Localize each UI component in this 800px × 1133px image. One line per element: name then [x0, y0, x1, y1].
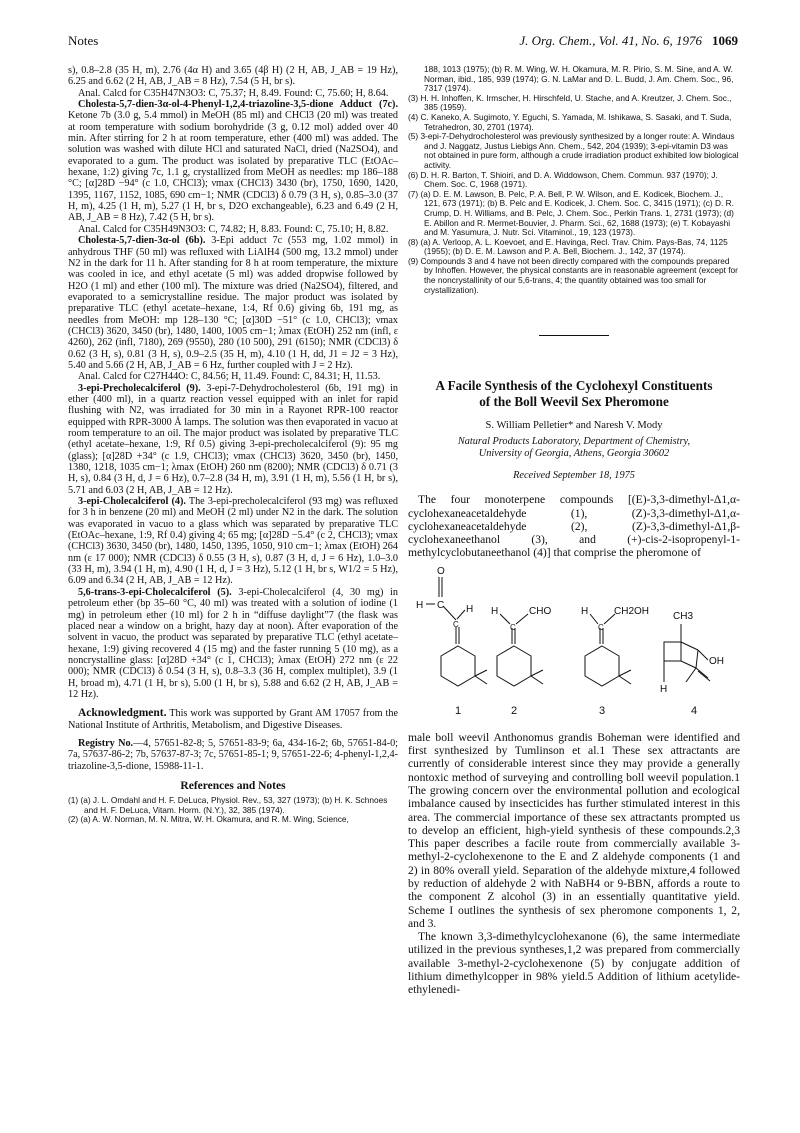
atom-label: H — [660, 683, 668, 695]
atom-label: C — [598, 622, 604, 632]
paragraph: Anal. Calcd for C35H49N3O3: C, 74.82; H, 8.83. Found: C, 75.10; H, 8.82. — [78, 223, 389, 235]
article-paragraph: The four monoterpene compounds [(E)-3,3-dimethyl-Δ1,α-cyclohexaneacetaldehyde (1), (Z)-3,3-dimethyl-Δ1,α-cyclohexaneacetaldehyde (2), (Z)-3,3-dimethyl-Δ1,β-cyclohexaneethanol (3), and (+)-cis-2-isopropenyl-1-methylcyclobutaneethanol (4)] that comprise the pheromone of — [408, 493, 740, 560]
section-divider — [539, 335, 609, 336]
reference-item: (5) 3-epi-7-Dehydrocholesterol was previously synthesized by a longer route: A. Windaus and J. Naggatz, Justus Liebigs Ann. Chem., 542, 204 (1939); 3-epi-vitamin D3 was not obtained in pure form, although a crude irradiation product exhibited low biological activity. — [408, 131, 739, 170]
atom-label: H — [416, 599, 424, 611]
paragraph: Anal. Calcd for C27H44O: C, 84.56; H, 11.49. Found: C, 84.31; H, 11.53. — [78, 371, 381, 383]
atom-label: CH2OH — [614, 605, 650, 617]
references-heading: References and Notes — [180, 779, 286, 792]
reference-item: (4) C. Kaneko, A. Sugimoto, Y. Eguchi, S. Yamada, M. Ishikawa, S. Sasaki, and T. Suda, Tetrahedron, 30, 2701 (1974). — [408, 111, 732, 132]
reference-item: (9) Compounds 3 and 4 have not been directly compared with the compounds prepared by Inhoffen. However, the physical constants are in reasonable agreement (except for the noncrystallinity of our 5,6-trans, 4; the quantity obtained was too small for crystallization). — [408, 255, 738, 295]
registry-title: Registry No. — [78, 737, 134, 749]
left-column — [68, 65, 398, 1125]
right-column — [408, 65, 740, 1125]
structure-number: 3 — [599, 704, 606, 717]
atom-label: C — [510, 622, 516, 632]
author-affiliation: Natural Products Laboratory, Department of Chemistry, University of Georgia, Athens, Georgia 30602 — [457, 436, 691, 460]
compound-heading: Cholesta-5,7-dien-3α-ol (6b). — [78, 235, 206, 247]
acknowledgment-title: Acknowledgment. — [78, 707, 167, 720]
chemical-structures — [408, 564, 740, 729]
paragraph: Cholesta-5,7-dien-3α-ol (6b). 3-Epi adduct 7c (553 mg, 1.02 mmol) in anhydrous THF (50 ml) was refluxed with LiAlH4 (500 mg, 13.2 mmol) under N2 in the dark for 11 h. After standing for 8 h at room temperature, the mixture was cooled in ice, and ethyl acetate (5 ml) was added dropwise followed by H2O (1 ml) and ether (100 ml). The mixture was dried (Na2SO4), filtered, and evaporated to a semicrystalline residue. The major product was isolated by preparative TLC (ethyl acetate–hexane, 1:4, Rf 0.6) giving 6b, 191 mg, as needles from MeOH: mp 128–130 °C; [α]30D −51° (c 1.0, CHCl3); νmax (CHCl3) 3620, 3450 (br), 1480, 1400, 1005 cm−1; λmax (EtOH) 252 nm (infl, ε 4260), 262 (infl, 7180), 269 (9550), 280 (10 500), 291 (6150); NMR (CDCl3) δ 0.62 (3 H, s), 0.81 (3 H, s), 0.9–2.5 (35 H, m), 4.10 (1 H, dd, J1 = J2 = 3 Hz), 5.40 and 5.66 (2 H, AB, J_AB = 6 Hz, further coupled with J = 2 Hz). — [68, 235, 398, 371]
article-paragraph: male boll weevil Anthonomus grandis Boheman were identified and first synthesized by Tumlinson et al.1 These sex attractants are currently of considerable interest since they may provide a generally nontoxic method of surveying and controlling boll weevil population.1 The growing concern over the environmental pollution and ecological imbalance caused by insecticides has further stimulated interest in this area. The commercial importance of these sex attractants prompted us to develop an efficient, high-yield synthesis of these compounds.2,3 This paper describes a facile route from commercially available 3-methyl-2-cyclohexenone to the E and Z aldehyde components (1 and 2) in 80% overall yield. Separation of the aldehyde mixture,4 followed by reduction of aldehyde 2 with NaBH4 or 9-BBN, affords a route to the component Z alcohol (3) in an essentially quantitative yield. Scheme I outlines the synthesis of sex pheromone components 1, 2, and 3. — [408, 730, 740, 930]
structure-number: 1 — [455, 704, 462, 717]
reference-continuation: 188, 1013 (1975); (b) R. M. Wing, W. H. Okamura, M. R. Pirio, S. M. Sine, and A. W. Norman, ibid., 185, 939 (1974); G. N. LaMar and D. L. Budd, J. Am. Chem. Soc., 96, 7317 (1974). — [424, 65, 734, 94]
reference-item: (6) D. H. R. Barton, T. Shioiri, and D. A. Widdowson, Chem. Commun. 937 (1970); J. Chem. Soc. C, 1968 (1971). — [408, 169, 718, 190]
paragraph: Anal. Calcd for C35H47N3O3: C, 75.37; H, 8.49. Found: C, 75.60; H, 8.64. — [78, 87, 389, 99]
atom-label: OH — [709, 655, 724, 667]
article-title: A Facile Synthesis of the Cyclohexyl Constituents of the Boll Weevil Sex Pheromone — [435, 378, 713, 410]
registry-numbers: Registry No.—4, 57651-82-8; 5, 57651-83-9; 6a, 434-16-2; 6b, 57651-84-0; 7a, 57637-86-2; 7b, 57637-87-3; 7c, 57651-85-1; 9, 57651-22-6; 4-phenyl-1,2,4-triazoline-3,5-dione, 15988-11-1. — [68, 737, 398, 772]
reference-item: (7) (a) D. E. M. Lawson, B. Pelc, P. A. Bell, P. W. Wilson, and E. Kodicek, Biochem. J., 121, 673 (1971); (b) B. Pelc and E. Kodicek, J. Chem. Soc. C, 3415 (1971); (c) D. R. Crump, D. H. Williams, and B. Pelc, J. Chem. Soc., Perkin Trans. 1, 2731 (1973); (d) E. Abillon and R. Mermet-Bouvier, J. Pharm. Sci., 62, 1688 (1973); (e) T. Kobayashi and M. Yasumura, J. Nutr. Sci. Vitaminol., 19, 123 (1973). — [408, 188, 734, 238]
reference-item: (3) H. H. Inhoffen, K. Irmscher, H. Hirschfeld, U. Stache, and A. Kreutzer, J. Chem. Soc., 385 (1959). — [408, 92, 732, 113]
acknowledgment: Acknowledgment. This work was supported by Grant AM 17057 from the National Institute of Arthritis, Metabolism, and Digestive Diseases. — [68, 707, 398, 731]
journal-name: J. Org. Chem., Vol. 41, No. 6, 1976 — [519, 33, 702, 48]
atom-label: H — [466, 603, 474, 615]
atom-label: C — [437, 599, 445, 611]
compound-heading: 5,6-trans-3-epi-Cholecalciferol (5). — [78, 586, 232, 598]
page-number: 1069 — [712, 33, 738, 48]
compound-heading: 3-epi-Precholecalciferol (9). — [78, 382, 201, 394]
article-paragraph: The known 3,3-dimethylcyclohexanone (6), the same intermediate utilized in the previous syntheses,1,2 was prepared from commercially available 3-methyl-2-cyclohexenone (5) by conjugate addition of lithium dimethylcopper in 98% yield.5 Addition of lithium acetylide-ethylenedi- — [408, 930, 740, 997]
journal-citation — [519, 33, 738, 49]
compound-heading: Cholesta-5,7-dien-3α-ol-4-Phenyl-1,2,4-triazoline-3,5-dione Adduct (7c). — [78, 99, 398, 111]
structure-number: 2 — [511, 704, 518, 717]
references-list — [408, 94, 740, 295]
compound-heading: 3-epi-Cholecalciferol (4). — [78, 496, 186, 508]
section-name: Notes — [68, 33, 99, 48]
article-authors: S. William Pelletier* and Naresh V. Mody — [485, 420, 663, 432]
paragraph: 3-epi-Precholecalciferol (9). 3-epi-7-Dehydrocholesterol (6b, 191 mg) in ether (400 ml), in a quartz reaction vessel equipped with an inlet for rapid flushing with N2, was irradiated for 30 min in a Rayonet RPR-100 reactor equipped with RPR-3000 Å lamps. The solution was then evaporated in vacuo at room temperature to an oil. The major product was isolated by preparative TLC (ethyl acetate–hexane, 1:9, Rf 0.5) giving 3-epi-precholecalciferol (9): 95 mg (glass); [α]28D +34° (c 1.9, CHCl3); νmax (CHCl3) 3620, 3450 (br), 1450, 1380, 1218, 1035 cm−1; λmax (EtOH) 260 nm (8200); NMR (CDCl3) δ 0.71 (3 H, s), 0.84 (3 H, d, J = 6 Hz), 0.7–2.8 (34 H, m), 3.91 (1 H, m), 5.56 (1 H, br s), 5.71 and 6.03 (2 H, AB, J_AB = 12 Hz). — [68, 382, 398, 496]
received-date: Received September 18, 1975 — [513, 470, 635, 482]
page-header — [68, 33, 738, 51]
structure-figure — [408, 564, 740, 729]
paragraph: 3-epi-Cholecalciferol (4). The 3-epi-precholecalciferol (93 mg) was refluxed for 3 h in benzene (20 ml) and MeOH (2 ml) under N2 in the dark. The solution was evaporated in vacuo to a glass which was separated by preparative TLC (EtOAc–hexane, 1:9, Rf 0.4) giving 4; 65 mg; [α]28D −5.4° (c 2, CHCl3); νmax (CHCl3) 3630, 3450 (br), 1480, 1450, 1395, 1050, 910 cm−1; λmax (EtOH) 264 nm (ε 17 000); NMR (CDCl3) δ 0.55 (3 H, s), 0.87 (3 H, d, J = 6 Hz), 1.0–3.0 (33 H, m), 3.94 (1 H, m), 4.90 (1 H, d, J = 3 Hz), 5.12 (1 H, br s, W1/2 = 5 Hz), 6.09 and 6.34 (2 H, AB, J_AB = 12 Hz). — [68, 496, 398, 587]
reference-item: (8) (a) A. Verloop, A. L. Koevoet, and E. Havinga, Recl. Trav. Chim. Pays-Bas, 74, 1125 (1955); (b) D. E. M. Lawson and P. A. Bell, Biochem. J., 142, 37 (1974). — [408, 236, 728, 257]
reference-item: (1) (a) J. L. Omdahl and H. F. DeLuca, Physiol. Rev., 53, 327 (1973); (b) H. K. Schnoes and H. F. DeLuca, Vitam. Horm. (N.Y.), 32, 385 (1974). — [68, 794, 388, 815]
references-list — [68, 796, 398, 825]
atom-label: C — [453, 619, 459, 629]
atom-label: CH3 — [673, 610, 694, 622]
paragraph: Cholesta-5,7-dien-3α-ol-4-Phenyl-1,2,4-triazoline-3,5-dione Adduct (7c). Ketone 7b (3.0 g, 5.4 mmol) in MeOH (85 ml) and CHCl3 (20 ml) was treated at room temperature with sodium borohydride (3 g, 0.12 mol) added over 40 min. After stirring for 2 h at room temperature, ether (400 ml) was added. The solution was washed with dilute HCl and saturated NaCl, dried (Na2SO4), and evaporated to a gum. The product was isolated by preparative TLC (EtOAc–hexane, 1:2) giving 7c, 1.1 g, crystallized from MeOH as needles: mp 186–188 °C; [α]28D −94° (c 1.0, CHCl3); νmax (CHCl3) 3430 (br), 1750, 1690, 1420, 1395, 1167, 1152, 1085, 690 cm−1; NMR (CDCl3) δ 0.79 (3 H, s), 0.85–3.0 (37 H, m), 4.25 (1 H, m), 5.27 (1 H, br s, D2O exchangeable), 6.23 and 6.49 (2 H, AB, J_AB = 8 Hz), 7.42 (5 H, br s). — [68, 99, 398, 224]
atom-label: H — [491, 605, 499, 617]
atom-label: CHO — [529, 605, 552, 617]
paragraph: 5,6-trans-3-epi-Cholecalciferol (5). 3-epi-Cholecalciferol (4, 30 mg) in petroleum ether (bp 35–60 °C, 40 ml) was treated with a solution of iodine (1 mg) in petroleum ether (10 ml) for 2 h in “diffuse daylight”7 (the flask was placed near a window on a bright, hazy day at noon). After evaporation of the solvent in vacuo, the product was separated by preparative TLC (ethyl acetate–hexane, 1:9) giving recovered 4 (15 mg) and the faster running 5 (10 mg), as a noncrystalline glass: [α]28D +34° (c 1, CHCl3); λmax (EtOH) 272 nm (ε 22 000); NMR (CDCl3) δ 0.54 (3 H, s), 0.8–3.3 (36 H, complex multiplet), 3.9 (1 H, broad m), 4.71 (1 H, br s), 5.00 (1 H, br s), 5.88 and 6.62 (2 H, AB, J_AB = 12 Hz). — [68, 586, 398, 700]
paragraph: s), 0.8–2.8 (35 H, m), 2.76 (4α H) and 3.65 (4β H) (2 H, AB, J_AB = 19 Hz), 6.25 and 6.62 (2 H, AB, J_AB = 8 Hz), 7.54 (5 H, br s). — [68, 65, 398, 88]
atom-label: H — [581, 605, 589, 617]
reference-item: (2) (a) A. W. Norman, M. N. Mitra, W. H. Okamura, and R. M. Wing, Science, — [68, 814, 349, 825]
structure-number: 4 — [691, 704, 698, 717]
atom-label: O — [437, 565, 445, 577]
